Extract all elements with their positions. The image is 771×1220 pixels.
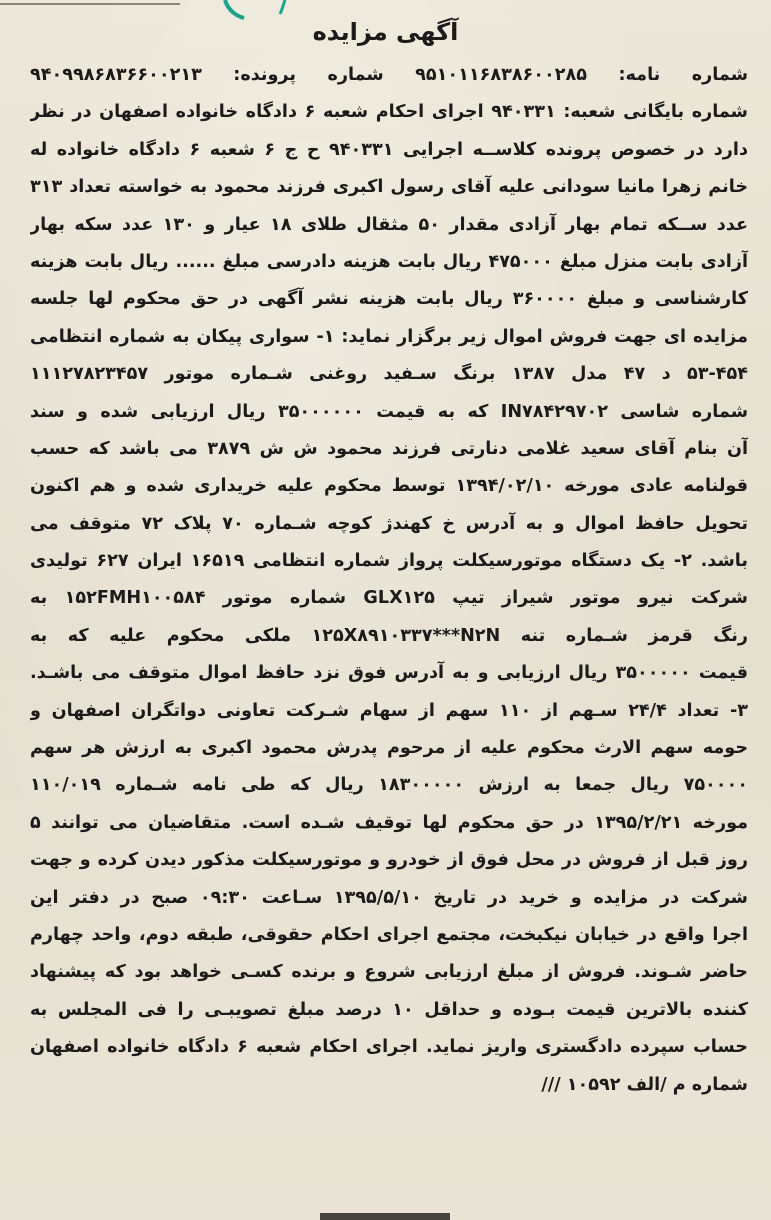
notice-line: عدد ســکه تمام بهار آزادی مقدار ۵۰ مثقال طلای ۱۸ عیار و ۱۳۰ عدد سکه بهار bbox=[30, 214, 748, 235]
notice-line: قیمت ۳۵۰۰۰۰۰ ریال ارزیابی و به آدرس فوق نزد حافظ اموال متوقف می باشـد. bbox=[30, 663, 748, 684]
notice-line: تحویل حافظ اموال و به آدرس خ کهندژ کوچه شـماره ۷۰ پلاک ۷۲ متوقف می bbox=[30, 513, 748, 534]
notice-line-reference: شماره م /الف ۱۰۵۹۲ /// bbox=[541, 1074, 748, 1095]
clipping-bottom-edge bbox=[300, 1210, 470, 1220]
notice-body bbox=[30, 57, 748, 1104]
notice-title: آگهی مزایده bbox=[312, 18, 459, 46]
notice-line: کننده بالاترین قیمت بـوده و حداقل ۱۰ درصد مبلغ تصویبـی را فی المجلس به bbox=[30, 999, 748, 1020]
notice-line: ۳- تعداد ۲۴/۴ سـهم از ۱۱۰ سهم از سهام شـرکت تعاونی دواتگران اصفهان و bbox=[30, 700, 748, 721]
notice-line: شماره شاسی IN۷۸۴۲۹۷۰۲ که به قیمت ۳۵۰۰۰۰۰۰ ریال ارزیابی شده و سند bbox=[30, 401, 748, 422]
clipping-top-edge bbox=[0, 0, 771, 20]
notice-line: آن بنام آقای سعید غلامی دنارتی فرزند محمود ش ش ۳۸۷۹ می باشد که حسب bbox=[30, 438, 748, 459]
notice-line: حاضر شـوند. فروش از مبلغ ارزیابی شروع و برنده کسـی خواهد بود که پیشنهاد bbox=[30, 962, 748, 983]
notice-line: خانم زهرا مانیا سودانی علیه آقای رسول اکبری فرزند محمود به خواسته تعداد ۳۱۳ bbox=[30, 177, 748, 198]
notice-line: روز قبل از فروش در محل فوق از خودرو و موتورسیکلت مذکور دیدن کرده و جهت bbox=[30, 850, 748, 871]
notice-line: شماره بایگانی شعبه: ۹۴۰۳۳۱ اجرای احکام شعبه ۶ دادگاه خانواده اصفهان در نظر bbox=[30, 102, 748, 123]
notice-line: قولنامه عادی مورخه ۱۳۹۴/۰۲/۱۰ توسط محکوم علیه خریداری شده و هم اکنون bbox=[30, 476, 748, 497]
notice-line: شرکت نیرو موتور شیراز تیپ GLX۱۲۵ شماره موتور ۱۵۲FMH۱۰۰۵۸۴ به bbox=[30, 588, 748, 609]
notice-line: اجرا واقع در خیابان نیکبخت، مجتمع اجرای احکام حقوقی، طبقه دوم، واحد چهارم bbox=[30, 924, 748, 945]
notice-line: شماره نامه: ۹۵۱۰۱۱۶۸۳۸۶۰۰۲۸۵ شماره پرونده: ۹۴۰۹۹۸۶۸۳۶۶۰۰۲۱۳ bbox=[30, 65, 748, 85]
notice-line: ۷۵۰۰۰۰ ریال جمعا به ارزش ۱۸۳۰۰۰۰۰ ریال که طی نامه شـماره ۱۱۰/۰۱۹ bbox=[30, 775, 748, 796]
notice-line: آزادی بابت منزل مبلغ ۴۷۵۰۰۰ ریال بابت هزینه دادرسی مبلغ ...... ریال بابت هزینه bbox=[30, 251, 748, 272]
notice-line: رنگ قرمز شـماره تنه ۱۲۵X۸۹۱۰۳۳۷***N۲N ملکی محکوم علیه که به bbox=[30, 625, 748, 646]
notice-line: حساب سپرده دادگستری واریز نماید. اجرای احکام شعبه ۶ دادگاه خانواده اصفهان bbox=[30, 1037, 748, 1058]
notice-line: باشد. ۲- یک دستگاه موتورسیکلت پرواز شماره انتظامی ۱۶۵۱۹ ایران ۶۲۷ تولیدی bbox=[30, 551, 748, 572]
notice-line: شرکت در مزایده و خرید در تاریخ ۱۳۹۵/۵/۱۰ سـاعت ۰۹:۳۰ صبح در دفتر این bbox=[30, 887, 748, 908]
notice-line: حومه سهم الارث محکوم علیه از مرحوم پدرش محمود اکبری به ارزش هر سهم bbox=[30, 738, 748, 759]
notice-line: کارشناسی و مبلغ ۳۶۰۰۰۰ ریال بابت هزینه نشر آگهی در حق محکوم لها جلسه bbox=[30, 289, 748, 310]
notice-line: ۵۳-۴۵۴ د ۴۷ مدل ۱۳۸۷ برنگ سـفید روغنی شـماره موتور ۱۱۱۲۷۸۲۳۴۵۷ bbox=[30, 364, 748, 385]
notice-line: مزایده ای جهت فروش اموال زیر برگزار نماید: ۱- سواری پیکان به شماره انتظامی bbox=[30, 326, 748, 347]
notice-line: مورخه ۱۳۹۵/۲/۲۱ در حق محکوم لها توقیف شـده است. متقاضیان می توانند ۵ bbox=[30, 812, 748, 833]
notice-line: دارد در خصوص پرونده کلاســه اجرایی ۹۴۰۳۳۱ ح ج ۶ شعبه ۶ دادگاه خانواده له bbox=[30, 139, 748, 160]
